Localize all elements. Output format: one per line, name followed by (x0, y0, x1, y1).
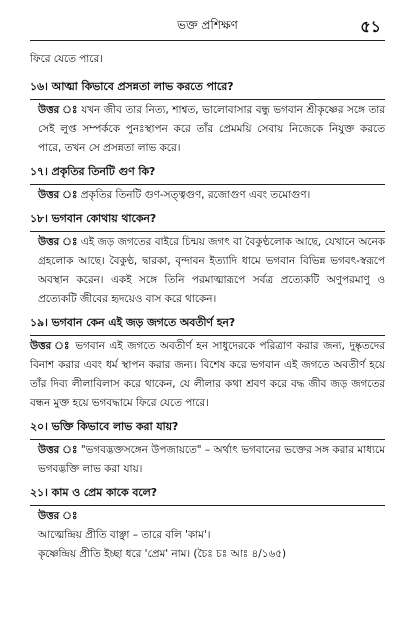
answer-label: উত্তর ঃ (38, 104, 78, 116)
question-rule (30, 335, 385, 336)
answer-label: উত্তর ঃ (30, 340, 71, 352)
question-rule (30, 505, 385, 506)
question-rule (30, 99, 385, 100)
answer-body: ভগবান এই জগতে অবতীর্ণ হন সাধুদেরকে পরিত্রাণ করার জন্য, দুষ্কৃতদের বিনাশ করার এবং ধর্ম স্থাপন করার জন্য। বিশেষ করে ভগবান এই জগতে অবতীর্ণ হয়ে তাঁর দিব্য লীলাবিলাস করে থাকেন, যে লীলার কথা শ্রবণ করে বদ্ধ জীব জড় জগতের বন্ধন মুক্ত হয়ে ভগবদ্ধামে ফিরে যেতে পারে। (30, 340, 386, 409)
question-heading: ১৯। ভগবান কেন এই জড় জগতে অবতীর্ণ হন? (30, 316, 236, 329)
verse-line-1: আত্মেন্দ্রিয় প্রীতি বাঞ্ছা – তারে বলি 'কাম'। (38, 529, 211, 541)
answer-text (30, 441, 385, 479)
header-rule (30, 40, 385, 41)
question-heading: ১৮। ভগবান কোথায় থাকেন? (30, 212, 157, 225)
answer-label: উত্তর ঃ (38, 510, 78, 522)
question-heading: ২১। কাম ও প্রেম কাকে বলে? (30, 486, 157, 499)
question-rule (30, 184, 385, 185)
answer-body: "ভগবদ্ভক্তসঙ্গেন উপজায়তে" – অর্থাৎ ভগবানের ভক্তের সঙ্গ করার মাধ্যমে ভগবদ্ভক্তি লাভ করা যায়। (38, 444, 385, 475)
qa-21 (30, 483, 385, 564)
page-number: ৫১ (360, 17, 381, 36)
answer-body: যখন জীব তার নিত্য, শাশ্বত, ভালোবাসার বন্ধু ভগবান শ্রীকৃষ্ণের সঙ্গে তার সেই লুপ্ত সম্পর্ককে পুনঃস্থাপন করে তাঁর প্রেমময়ি সেবায় নিজেকে নিযুক্ত করতে পারে, তখন সে প্রসন্নতা লাভ করে। (38, 104, 385, 154)
continued-text: ফিরে যেতে পারে। (30, 53, 103, 65)
answer-label: উত্তর ঃ (38, 236, 78, 248)
qa-18 (30, 209, 385, 309)
answer-label: উত্তর ঃ (38, 189, 78, 201)
answer-body: এই জড় জগতের বাইরে চিন্ময় জগৎ বা বৈকুণ্ঠলোক আছে, যেখানে অনেক গ্রহলোক আছে। বৈকুণ্ঠ, দ্বারকা, বৃন্দাবন ইত্যাদি ধামে ভগবান বিভিন্ন ভগবৎ-স্বরূপে অবস্থান করেন। একই সঙ্গে তিনি পরমাত্মারূপে সর্বত্র প্রত্যেকটি অণুপরমাণু ও প্রত্যেকটি জীবের হৃদয়েও বাস করে থাকেন। (38, 236, 385, 305)
answer-text (30, 101, 385, 158)
qa-19 (30, 313, 385, 413)
page-header (30, 0, 385, 50)
qa-20 (30, 417, 385, 479)
question-rule (30, 231, 385, 232)
running-title: ভক্ত প্রশিক্ষণ (177, 18, 238, 32)
answer-text (30, 337, 385, 413)
qa-16 (30, 77, 385, 158)
question-heading: ১৬। আত্মা কিভাবে প্রসন্নতা লাভ করতে পারে? (30, 80, 234, 93)
answer-text (30, 186, 385, 205)
question-heading: ১৭। প্রকৃতির তিনটি গুণ কি? (30, 165, 156, 178)
qa-17 (30, 162, 385, 205)
verse-line-2: কৃষ্ণেন্দ্রিয় প্রীতি ইচ্ছা ধরে 'প্রেম' নাম। (চৈঃ চঃ আঃ ৪/১৬৫) (38, 548, 287, 560)
answer-text (30, 233, 385, 309)
answer-label: উত্তর ঃ (38, 444, 78, 456)
question-rule (30, 439, 385, 440)
question-heading: ২০। ভক্তি কিভাবে লাভ করা যায়? (30, 420, 179, 433)
answer-body: প্রকৃতির তিনটি গুণ-সত্ত্বগুণ, রজোগুণ এবং তমোগুণ। (80, 189, 311, 201)
